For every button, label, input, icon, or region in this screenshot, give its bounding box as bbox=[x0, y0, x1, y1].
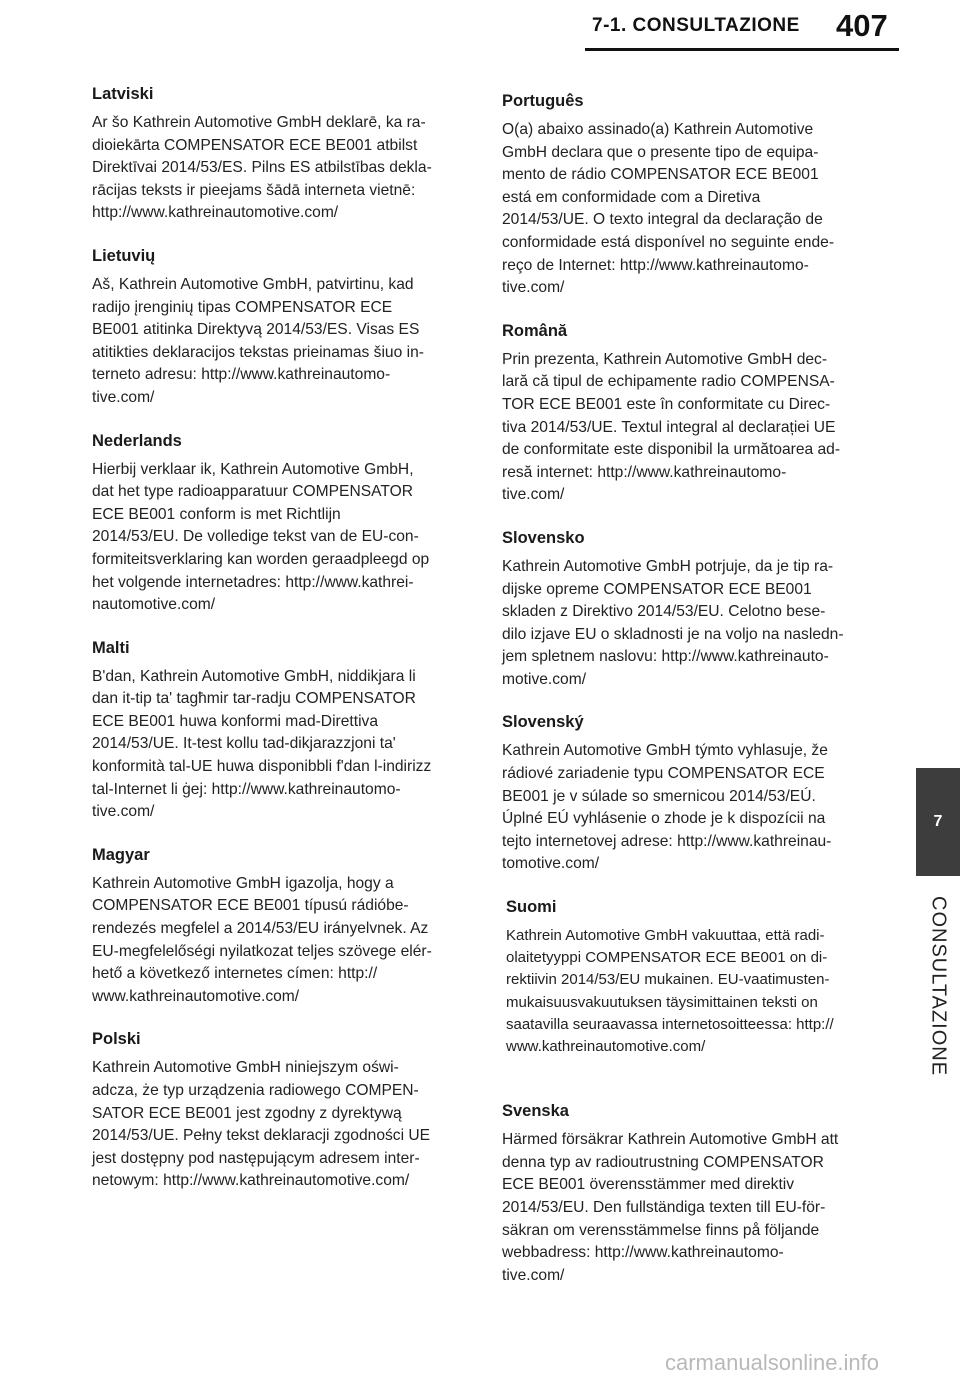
section-heading: Malti bbox=[92, 638, 130, 657]
chapter-tab[interactable] bbox=[916, 768, 960, 876]
section-slovensko bbox=[502, 529, 868, 692]
section-heading: Lietuvių bbox=[92, 246, 156, 265]
header-divider bbox=[585, 48, 899, 51]
section-text: Kathrein Automotive GmbH vakuuttaa, että radi- olaitetyyppi COMPENSATOR ECE BE001 on di- rektiivin 2014/53/EU mukainen. EU-vaatimusten- mukaisuusvakuutuksen täysimittainen teksti on saatavilla seuraavassa internetosoitteessa: http:// www.kathreinautomotive.com/ bbox=[506, 927, 834, 1056]
section-heading: Polski bbox=[92, 1030, 141, 1049]
section-lietuviu bbox=[92, 247, 460, 410]
section-heading: Slovenský bbox=[502, 713, 584, 732]
section-heading: Magyar bbox=[92, 845, 150, 864]
section-heading: Nederlands bbox=[92, 431, 182, 450]
watermark: carmanualsonline.info bbox=[665, 1350, 880, 1375]
right-column bbox=[502, 92, 868, 1309]
section-text: Ar šo Kathrein Automotive GmbH deklarē, ka ra- dioiekārta COMPENSATOR ECE BE001 atbilst Direktīvai 2014/53/ES. Pilns ES atbilstības dekla- rācijas teksts ir pieejams šādā interneta vietnē: http://www.kathreinautomotive.com/ bbox=[92, 114, 432, 222]
page-header bbox=[0, 0, 960, 62]
left-column bbox=[92, 85, 460, 1215]
section-slovensky bbox=[502, 713, 868, 876]
chapter-side-label bbox=[920, 896, 956, 1126]
section-text: Prin prezenta, Kathrein Automotive GmbH dec- lară că tipul de echipamente radio COMPENSA- TOR ECE BE001 este în conformitate cu Direc- tiva 2014/53/UE. Textul integral al declarației UE de conformitate este disponibil la următoarea ad- resă internet: http://www.kathreinautomo- tive.com/ bbox=[502, 350, 841, 504]
section-text: O(a) abaixo assinado(a) Kathrein Automotive GmbH declara que o presente tipo de equipa- mento de rádio COMPENSATOR ECE BE001 está em conformidade com a Diretiva 2014/53/UE. O texto integral da declaração de conformidade está disponível no seguinte ende- reço de Internet: http://www.kathreinautomo- tive.com/ bbox=[502, 121, 835, 297]
section-text: Kathrein Automotive GmbH niniejszym oświ- adcza, że typ urządzenia radiowego COMPEN- SATOR ECE BE001 jest zgodny z dyrektywą 2014/53/UE. Pełny tekst deklaracji zgodności UE jest dostępny pod następującym adresem inter- netowym: http://www.kathreinautomotive.com/ bbox=[92, 1059, 431, 1190]
chapter-side-label-text: CONSULTAZIONE bbox=[927, 896, 950, 1077]
chapter-title: 7-1. CONSULTAZIONE bbox=[592, 15, 800, 36]
section-romana bbox=[502, 322, 868, 507]
section-polski bbox=[92, 1030, 460, 1193]
section-malti bbox=[92, 639, 460, 824]
section-text: Kathrein Automotive GmbH igazolja, hogy a COMPENSATOR ECE BE001 típusú rádióbe- rendezés megfelel a 2014/53/EU irányelvnek. Az EU-megfelelőségi nyilatkozat teljes szövege elér- hető a következő internetes címen: http:// www.kathreinautomotive.com/ bbox=[92, 874, 432, 1005]
section-svenska bbox=[502, 1102, 868, 1287]
section-magyar bbox=[92, 846, 460, 1009]
section-nederlands bbox=[92, 432, 460, 617]
section-text: Hierbij verklaar ik, Kathrein Automotive GmbH, dat het type radioapparatuur COMPENSATOR ECE BE001 conform is met Richtlijn 2014/53/EU. De volledige tekst van de EU-con- formiteitsverklaring kan worden geraadpleegd op het volgende internetadres: http://www.kathrei- nautomotive.com/ bbox=[92, 460, 430, 614]
section-text: Härmed försäkrar Kathrein Automotive GmbH att denna typ av radioutrustning COMPENSATOR ECE BE001 överensstämmer med direktiv 2014/53/EU. Den fullständiga texten till EU-för- säkran om verensstämmelse finns på följande webbadress: http://www.kathreinautomo- tive.com/ bbox=[502, 1131, 839, 1284]
chapter-tab-number: 7 bbox=[933, 813, 943, 830]
section-suomi bbox=[506, 898, 868, 1058]
section-portugues bbox=[502, 92, 868, 300]
section-latviski bbox=[92, 85, 460, 225]
section-text: Kathrein Automotive GmbH potrjuje, da je tip ra- dijske opreme COMPENSATOR ECE BE001 skladen z Direktivo 2014/53/EU. Celotno bese- dilo izjave EU o skladnosti je na voljo na nasledn- jem spletnem naslovu: http://www.kathreinauto- motive.com/ bbox=[502, 557, 844, 688]
section-heading: Română bbox=[502, 321, 568, 340]
section-heading: Suomi bbox=[506, 898, 557, 917]
section-heading: Svenska bbox=[502, 1102, 569, 1121]
section-text: B'dan, Kathrein Automotive GmbH, niddikjara li dan it-tip ta' tagħmir tar-radju COMPENSATOR ECE BE001 huwa konformi mad-Direttiva 2014/53/UE. It-test kollu tad-dikjarazzjoni ta' konformità tal-UE huwa disponibbli f'dan l-indirizz tal-Internet li ġej: http://www.kathreinautomo- tive.com/ bbox=[92, 667, 432, 821]
section-heading: Latviski bbox=[92, 85, 154, 103]
section-text: Aš, Kathrein Automotive GmbH, patvirtinu, kad radijo įrenginių tipas COMPENSATOR ECE BE001 atitinka Direktyvą 2014/53/ES. Visas ES atitikties deklaracijos tekstas prieinamas šiuo in- terneto adresu: http://www.kathreinautomo- tive.com/ bbox=[92, 275, 424, 406]
page-number: 407 bbox=[836, 8, 888, 43]
section-heading: Slovensko bbox=[502, 528, 585, 547]
section-heading: Português bbox=[502, 92, 584, 110]
section-text: Kathrein Automotive GmbH týmto vyhlasuje, že rádiové zariadenie typu COMPENSATOR ECE BE001 je v súlade so smernicou 2014/53/EÚ. Úplné EÚ vyhlásenie o zhode je k dispozícii na tejto internetovej adrese: http://www.kathreinau- tomotive.com/ bbox=[502, 742, 832, 873]
